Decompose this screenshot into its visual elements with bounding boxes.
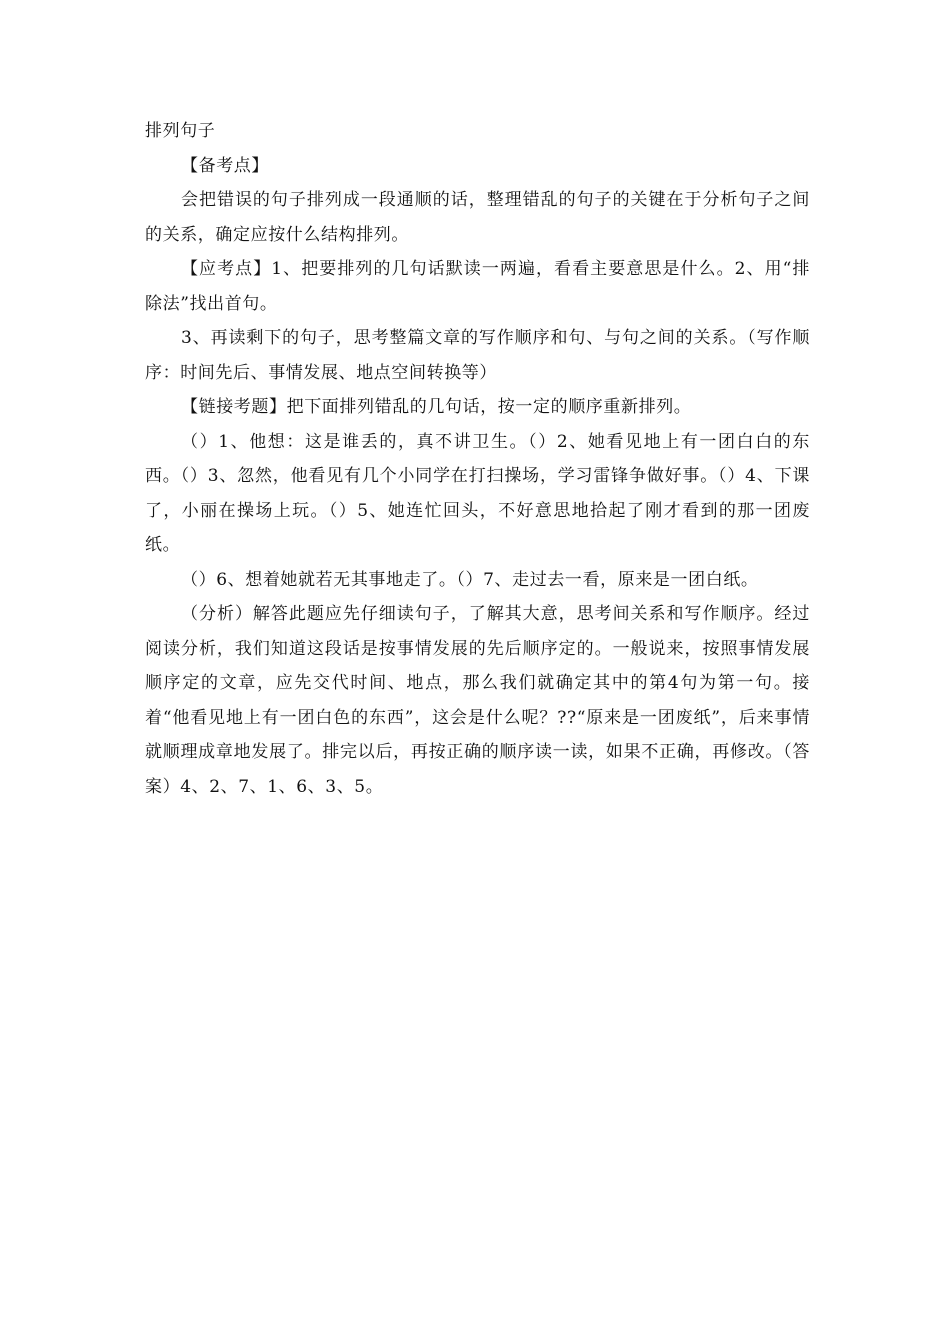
paragraph-analysis-answer: （分析）解答此题应先仔细读句子，了解其大意，思考间关系和写作顺序。经过阅读分析，我们知道这段话是按事情发展的先后顺序定的。一般说来，按照事情发展顺序定的文章，应先交代时间、地点，那么我们就确定其中的第4句为第一句。接着“他看见地上有一团白色的东西”，这会是什么呢？??“原来是一团废纸”，后来事情就顺理成章地发展了。排完以后，再按正确的顺序读一读，如果不正确，再修改。（答案）4、2、7、1、6、3、5。 (145, 604, 810, 797)
paragraph-step-3: 3、再读剩下的句子，思考整篇文章的写作顺序和句、与句之间的关系。（写作顺序：时间先后、事情发展、地点空间转换等） (145, 328, 810, 383)
paragraph-sentences-1-5: （）1、他想：这是谁丢的，真不讲卫生。（）2、她看见地上有一团白白的东西。（）3、忽然，他看见有几个小同学在打扫操场，学习雷锋争做好事。（）4、下课了，小丽在操场上玩。（）5、她连忙回头，不好意思地拾起了刚才看到的那一团废纸。 (145, 431, 810, 555)
paragraph-exam-points: 会把错误的句子排列成一段通顺的话，整理错乱的句子的关键在于分析句子之间的关系，确定应按什么结构排列。 (145, 190, 810, 245)
paragraph-test-points: 【应考点】1、把要排列的几句话默读一两遍，看看主要意思是什么。2、用“排除法”找出首句。 (145, 259, 810, 314)
document-title: 排列句子 (145, 121, 216, 141)
document-body (145, 114, 810, 804)
paragraph-linked-question: 【链接考题】把下面排列错乱的几句话，按一定的顺序重新排列。 (181, 397, 692, 417)
paragraph-sentences-6-7: （）6、想着她就若无其事地走了。（）7、走过去一看，原来是一团白纸。 (181, 569, 759, 590)
section-heading-exam-points: 【备考点】 (181, 155, 269, 176)
